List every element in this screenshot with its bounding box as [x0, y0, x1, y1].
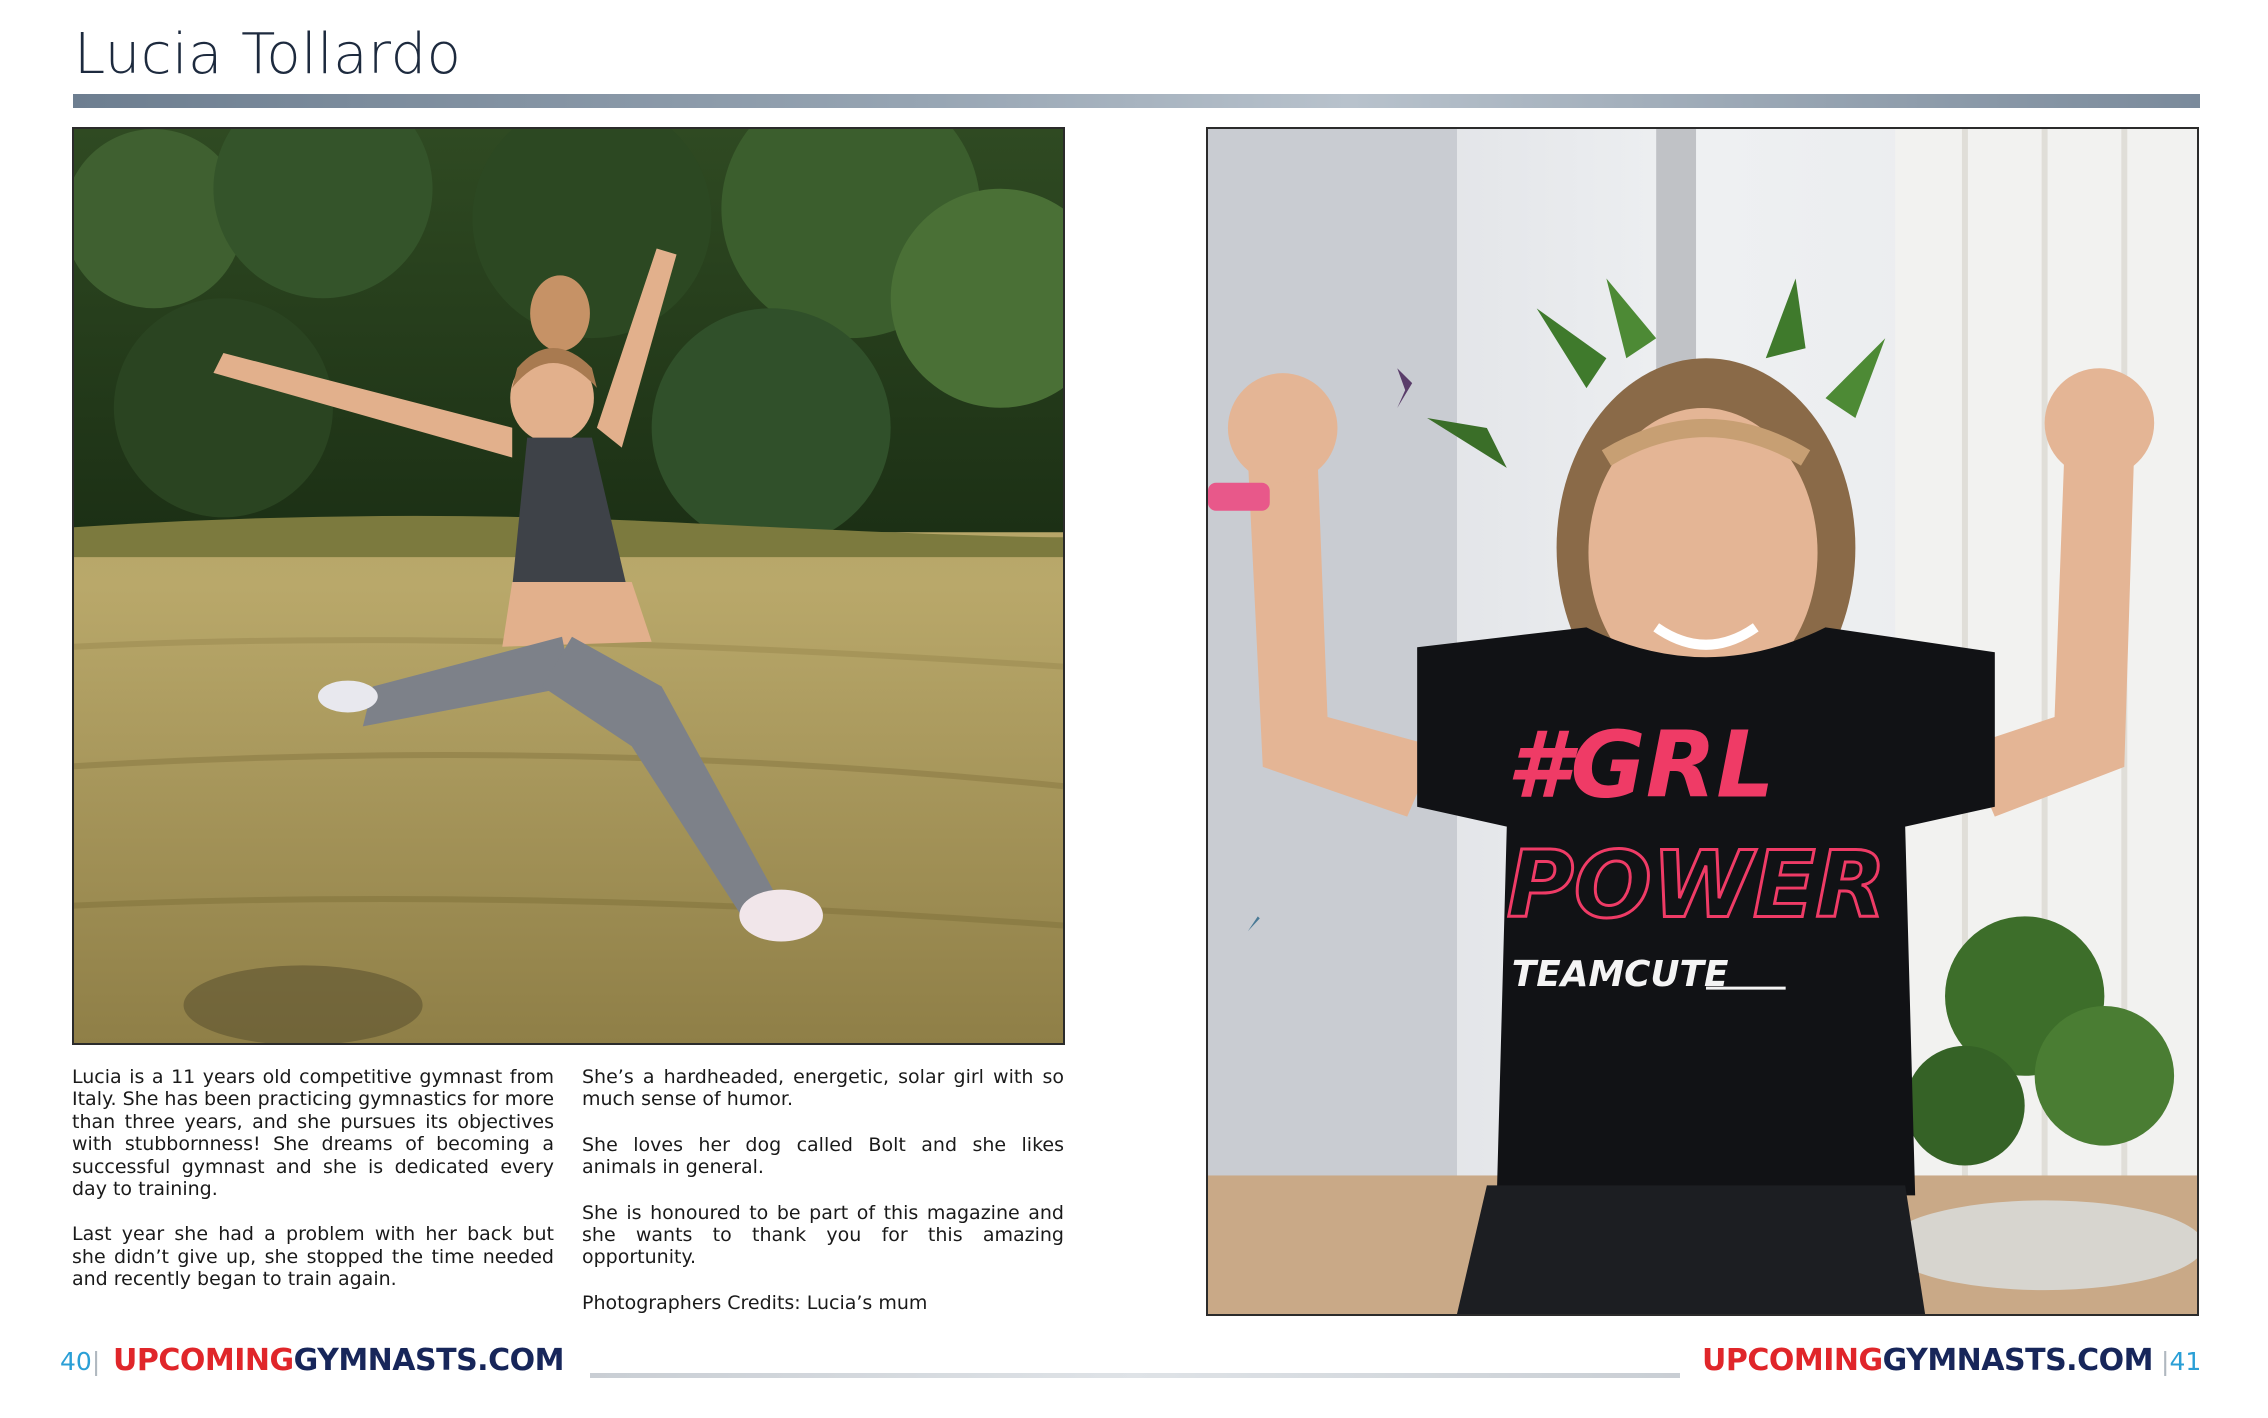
brand-part-2: GYMNASTS.COM — [1882, 1343, 2153, 1378]
photo-girl-flexing — [1206, 127, 2199, 1316]
title-divider — [73, 94, 2200, 108]
page-title: Lucia Tollardo — [74, 22, 462, 87]
page-number-left-value: 40 — [60, 1347, 92, 1376]
photo-gymnast-leap-image — [74, 129, 1063, 1043]
article-paragraph: She loves her dog called Bolt and she likes animals in general. — [582, 1133, 1064, 1179]
article-paragraph: Lucia is a 11 years old competitive gymnast from Italy. She has been practicing gymnastics for more than three years, and she pursues its objectives with stubbornness! She dreams of becoming a successful gymnast and she is dedicated every day to training. — [72, 1066, 555, 1201]
article-paragraph: She is honoured to be part of this magazine and she wants to thank you for this amazing opportunity. — [582, 1201, 1064, 1269]
article-paragraph: She’s a hardheaded, energetic, solar girl with so much sense of humor. — [582, 1066, 1064, 1111]
article-column-1 — [72, 1066, 554, 1314]
photo-credits: Photographers Credits: Lucia’s mum — [582, 1291, 928, 1314]
shirt-line-3: TEAMCUTE — [1511, 954, 1729, 996]
brand-part-1: UPCOMING — [113, 1343, 294, 1378]
shirt-line-1: #GRL — [1506, 711, 1775, 819]
photo-gymnast-leap — [72, 127, 1065, 1045]
shirt-line-2: POWER — [1506, 831, 1886, 939]
page-number-separator: | — [2161, 1347, 2170, 1376]
page-number-separator: | — [91, 1347, 101, 1376]
article-column-2 — [582, 1066, 1064, 1337]
brand-logo-left[interactable] — [113, 1343, 564, 1378]
article-paragraph: Last year she had a problem with her back but she didn’t give up, she stopped the time needed and recently began to train again. — [72, 1223, 554, 1291]
photo-girl-flexing-image — [1208, 129, 2197, 1314]
page-number-left — [60, 1347, 100, 1376]
footer-divider — [590, 1373, 1680, 1378]
page-number-right — [2161, 1347, 2201, 1376]
brand-part-1: UPCOMING — [1702, 1343, 1883, 1378]
brand-logo-right[interactable] — [1702, 1343, 2153, 1378]
brand-part-2: GYMNASTS.COM — [293, 1343, 564, 1378]
page-number-right-value: 41 — [2169, 1347, 2202, 1376]
